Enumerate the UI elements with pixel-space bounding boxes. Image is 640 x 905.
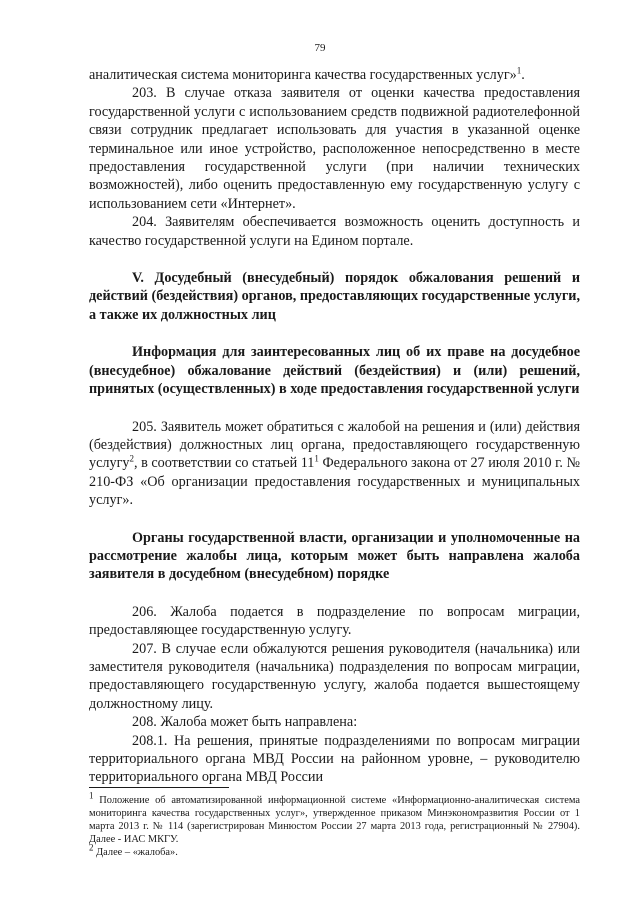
paragraph-204: 204. Заявителям обеспечивается возможность оценить доступность и качество государственной услуги на Едином портале. xyxy=(89,214,580,249)
paragraph-206: 206. Жалоба подается в подразделение по вопросам миграции, предоставляющее государственную услугу. xyxy=(89,603,580,639)
footnote-ref-2[interactable]: 2 xyxy=(129,453,134,464)
section-heading-v: V. Досудебный (внесудебный) порядок обжалования решений и действий (бездействия) органов, предоставляющих государственные услуги, а также их должностных лиц xyxy=(89,270,580,323)
footnotes xyxy=(89,787,580,859)
paragraph-205: 205. Заявитель может обратиться с жалобой на решения и (или) действия (бездействия) должностных лиц органа, предоставляющего государственную услугу$^2$, в соответствии со статьей $11^1$ Федерального закона от 27 июля 2010 г. № 210-ФЗ «Об организации предоставления государственных и муниципальных услуг». xyxy=(89,418,580,509)
footnote-2: $^2$ Далее – «жалоба». xyxy=(89,842,178,858)
footnote-1: $^1$ Положение об автоматизированной информационной системе «Информационно-аналитическая система мониторинга качества государственных услуг», утвержденное приказом Минэкономразвития России от 1 марта 2013 г. № 114 (зарегистрирован Минюстом России 27 марта 2013 года, регистрационный № 27904). Далее - ИАС МКГУ. xyxy=(89,790,580,845)
paragraph-207: 207. В случае если обжалуются решения руководителя (начальника) или заместителя руководителя (начальника) подразделения по вопросам миграции, предоставляющего государственную услугу, жалоба подается вышестоящему должностному лицу. xyxy=(89,640,580,712)
subheading-appeal-info: Информация для заинтересованных лиц об их праве на досудебное (внесудебное) обжалование действий (бездействия) и (или) решений, принятых (осуществленных) в ходе предоставления государственной услуги xyxy=(89,344,580,398)
paragraph-208: 208. Жалоба может быть направлена: xyxy=(132,714,358,731)
paragraph-203: 203. В случае отказа заявителя от оценки качества предоставления государственной услуги с использованием средств подвижной радиотелефонной связи сотрудник предлагает использовать для участия в указанной оценке терминальное или иное устройство, расположенное непосредственно в месте предоставления государственной услуги (при наличии технических возможностей), либо оценить предоставленную ему государственную услугу с использованием сети «Интернет». xyxy=(89,85,580,212)
subheading-authorities: Органы государственной власти, организации и уполномоченные на рассмотрение жалобы лица, которым может быть направлена жалоба заявителя в досудебном (внесудебном) порядке xyxy=(89,529,580,583)
footnote-ref-1[interactable]: 1 xyxy=(516,65,522,76)
paragraph-208-1: 208.1. На решения, принятые подразделениями по вопросам миграции территориального органа МВД России на районном уровне, – руководителю территориального органа МВД России xyxy=(89,732,580,786)
footnote-divider xyxy=(89,787,229,788)
main-text xyxy=(89,66,580,787)
paragraph-continuation: аналитическая система мониторинга качества государственных услуг»$^1$. xyxy=(89,65,525,83)
article-superscript: 1 xyxy=(314,453,319,464)
page-number: 79 xyxy=(314,42,326,54)
